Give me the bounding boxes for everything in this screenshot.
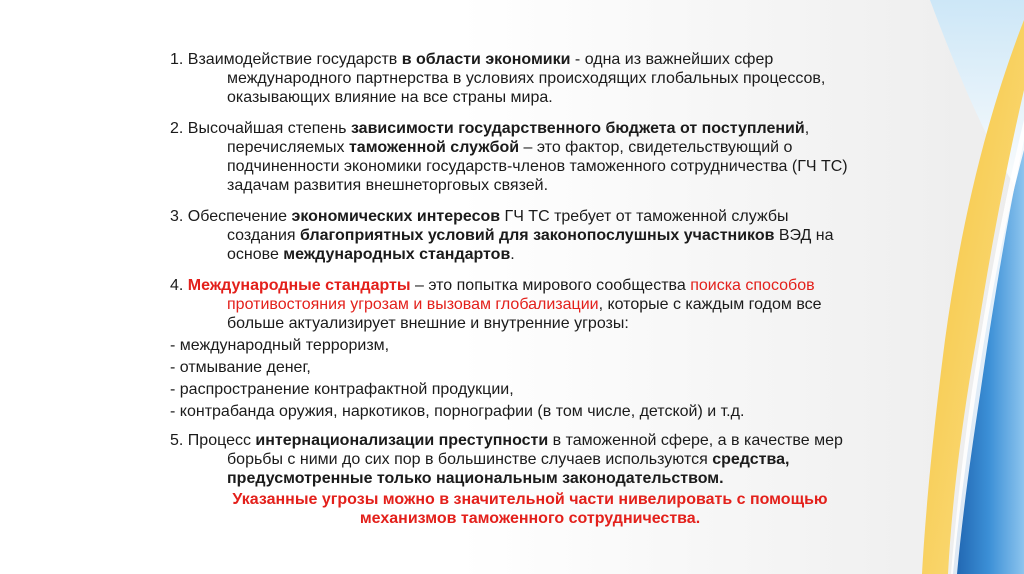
- text: 1. Взаимодействие государств: [170, 51, 402, 68]
- paragraph-3: [170, 207, 860, 264]
- emphasis: экономических интересов: [291, 208, 501, 225]
- emphasis: средства, предусмотренные только национальным законодательством.: [227, 451, 790, 487]
- emphasis: таможенной службой: [348, 139, 520, 156]
- text: ВЭД на основе: [227, 227, 834, 263]
- paragraph-1: [170, 50, 860, 107]
- text: - одна из важнейших сфер международного партнерства в условиях происходящих глобальных процессов, оказывающих влияние на все страны мира.: [227, 51, 826, 106]
- text: 2. Высочайшая степень: [170, 120, 351, 137]
- text: – это попытка мирового сообщества: [410, 277, 691, 294]
- text: 4.: [170, 277, 188, 294]
- text: в таможенной сфере, а в качестве мер борьбы с ними до сих пор в большинстве случаев используются: [227, 432, 843, 468]
- threat-item: - отмывание денег,: [170, 359, 311, 376]
- text: 5. Процесс: [170, 432, 256, 449]
- text: .: [510, 246, 515, 263]
- threat-item: - контрабанда оружия, наркотиков, порнографии (в том числе, детской) и т.д.: [170, 403, 745, 420]
- paragraph-5: [170, 431, 860, 488]
- red-text: поиска способов противостояния угрозам и вызовам глобализации: [227, 277, 815, 313]
- paragraph-2: [170, 119, 860, 195]
- text: , перечисляемых: [227, 120, 810, 156]
- text: , которые с каждым годом все больше актуализирует внешние и внутренние угрозы:: [227, 296, 822, 332]
- threat-item: - распространение контрафактной продукции,: [170, 381, 514, 398]
- emphasis: зависимости государственного бюджета от поступлений: [350, 120, 805, 137]
- text: 3. Обеспечение: [170, 208, 292, 225]
- paragraph-4: [170, 276, 860, 333]
- text: – это фактор, свидетельствующий о подчиненности экономики государств-членов таможенного сотрудничества (ГЧ ТС) задачам развития внешнеторговых связей.: [227, 139, 848, 194]
- threat-item: - международный терроризм,: [170, 337, 390, 354]
- emphasis: в области экономики: [401, 51, 571, 68]
- emphasis: интернационализации преступности: [255, 432, 549, 449]
- conclusion: Указанные угрозы можно в значительной части нивелировать с помощью механизмов таможенного сотрудничества.: [232, 491, 828, 527]
- emphasis: международных стандартов: [283, 246, 511, 263]
- text: ГЧ ТС требует от таможенной службы создания: [227, 208, 789, 244]
- slide-content: [170, 50, 860, 544]
- emphasis: благоприятных условий для законопослушных участников: [300, 227, 775, 244]
- red-emphasis: Международные стандарты: [187, 277, 411, 294]
